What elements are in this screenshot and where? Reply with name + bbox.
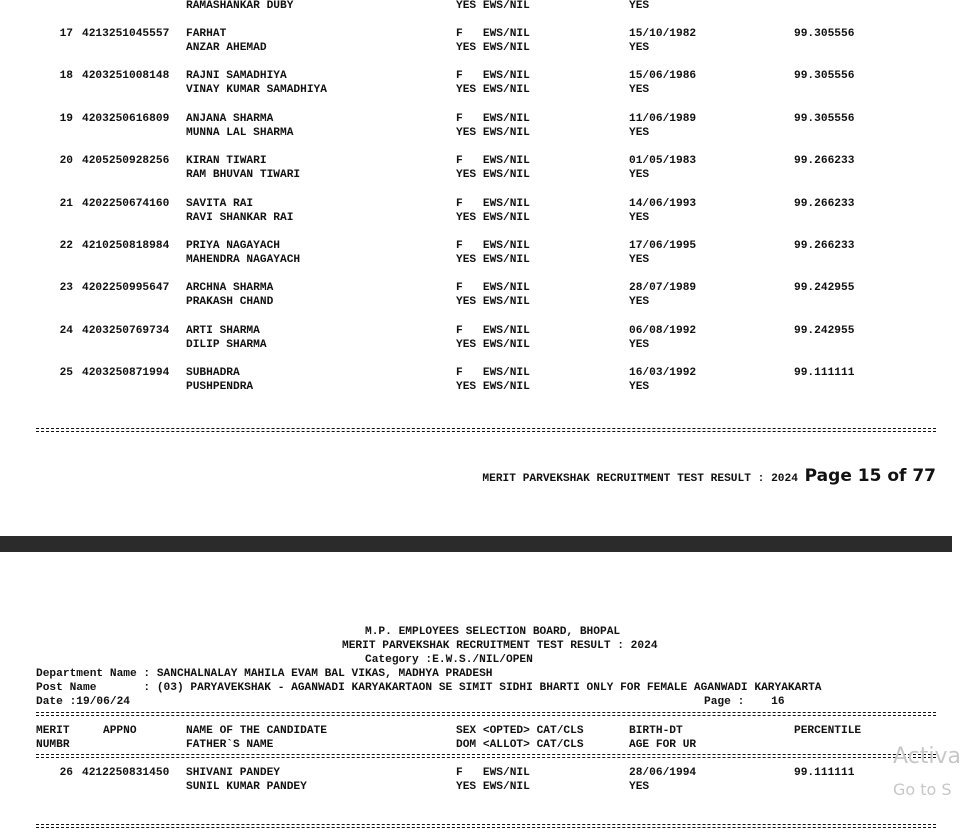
cell-dob: 01/05/1983 [629,155,697,168]
board-title: M.P. EMPLOYEES SELECTION BOARD, BHOPAL [365,626,621,638]
cell-dob: 17/06/1995 [629,240,697,252]
partial-dom: YES EWS/NIL [456,0,530,12]
cell-sex-cat: F EWS/NIL [456,112,530,125]
page-16 [0,552,952,837]
cell-name: FARHAT [186,28,227,40]
col-percentile: PERCENTILE [794,725,862,737]
cell-percentile: 99.266233 [794,197,855,210]
cell-age: YES [629,211,650,224]
cell-father: ANZAR AHEMAD [186,42,267,54]
cell-sex-cat: F EWS/NIL [456,367,530,380]
cell-age: YES [629,381,650,394]
cell-father: RAVI SHANKAR RAI [186,211,294,224]
cell-dob: 28/07/1989 [629,282,697,295]
cell-appno: 4202250674160 [82,197,170,210]
cell-father: PRAKASH CHAND [186,296,274,309]
cell-sex-cat: F EWS/NIL [456,197,530,210]
col-dom: DOM <ALLOT> CAT/CLS [456,739,584,751]
footer-title: MERIT PARVEKSHAK RECRUITMENT TEST RESULT : 2024 [482,473,805,485]
cell-dom-allot: YES EWS/NIL [456,381,530,394]
cell-merit: 24 [59,324,73,337]
col-father: FATHER`S NAME [186,739,274,751]
cell-sex-cat: F EWS/NIL [456,240,530,252]
cell-name: SAVITA RAI [186,197,254,210]
cell-name: KIRAN TIWARI [186,155,267,168]
cell-father: VINAY KUMAR SAMADHIYA [186,84,327,97]
cell-sex-cat: F EWS/NIL [456,324,530,337]
partial-father-name: RAMASHANKAR DUBY [186,0,294,12]
cell-dob: 28/06/1994 [629,767,697,779]
cell-age: YES [629,781,650,793]
col-sex: SEX <OPTED> CAT/CLS [456,725,584,737]
cell-percentile: 99.305556 [794,70,855,83]
cell-appno: 4203250871994 [82,367,170,380]
cell-merit: 26 [59,767,73,779]
cell-age: YES [629,84,650,97]
cell-merit: 25 [59,367,73,380]
page-divider [0,536,952,552]
cell-appno: 4213251045557 [82,28,170,40]
cell-dob: 15/06/1986 [629,70,697,83]
col-appno: APPNO [103,725,137,737]
date-line: Date :19/06/24 [36,696,130,708]
cell-merit: 23 [59,282,73,295]
cell-father: PUSHPENDRA [186,381,254,394]
post-line: Post Name : (03) PARYAVEKSHAK - AGANWADI KARYAKARTAON SE SIMIT SIDHI BHARTI ONLY FOR FEMALE AGANWADI KARYAKARTA [36,682,822,694]
header-rule-top [36,712,936,716]
category-line: Category :E.W.S./NIL/OPEN [365,654,533,666]
page-number: Page 15 of 77 [804,466,936,486]
cell-dom-allot: YES EWS/NIL [456,42,530,54]
cell-percentile: 99.305556 [794,112,855,125]
cell-father: SUNIL KUMAR PANDEY [186,781,307,793]
cell-father: RAM BHUVAN TIWARI [186,169,301,182]
cell-percentile: 99.242955 [794,282,855,295]
cell-merit: 17 [59,28,73,40]
cell-dob: 15/10/1982 [629,28,697,40]
test-title: MERIT PARVEKSHAK RECRUITMENT TEST RESULT : 2024 [342,640,658,652]
cell-dob: 16/03/1992 [629,367,697,380]
cell-sex-cat: F EWS/NIL [456,767,530,779]
cell-age: YES [629,338,650,351]
cell-name: ARTI SHARMA [186,324,260,337]
cell-dom-allot: YES EWS/NIL [456,338,530,351]
cell-percentile: 99.111111 [794,367,855,380]
cell-age: YES [629,296,650,309]
cell-dom-allot: YES EWS/NIL [456,211,530,224]
cell-name: ARCHNA SHARMA [186,282,274,295]
cell-dob: 14/06/1993 [629,197,697,210]
cell-age: YES [629,42,650,54]
cell-dom-allot: YES EWS/NIL [456,296,530,309]
cell-sex-cat: F EWS/NIL [456,70,530,83]
watermark-goto: Go to S [893,780,952,799]
cell-name: PRIYA NAGAYACH [186,240,280,252]
cell-appno: 4203251008148 [82,70,170,83]
cell-appno: 4203250769734 [82,324,170,337]
cell-name: SHIVANI PANDEY [186,767,280,779]
cell-percentile: 99.111111 [794,767,855,779]
page-line: Page : 16 [704,696,785,708]
department-line: Department Name : SANCHALNALAY MAHILA EVAM BAL VIKAS, MADHYA PRADESH [36,668,493,680]
cell-appno: 4212250831450 [82,767,170,779]
cell-dom-allot: YES EWS/NIL [456,126,530,139]
col-name: NAME OF THE CANDIDATE [186,725,327,737]
cell-merit: 22 [59,240,73,252]
cell-dom-allot: YES EWS/NIL [456,169,530,182]
cell-sex-cat: F EWS/NIL [456,155,530,168]
cell-dom-allot: YES EWS/NIL [456,84,530,97]
col-age: AGE FOR UR [629,739,697,751]
cell-merit: 18 [59,70,73,83]
cell-name: SUBHADRA [186,367,240,380]
cell-merit: 20 [59,155,73,168]
separator-rule [36,428,936,432]
watermark-activate: Activa [893,744,961,769]
cell-dob: 06/08/1992 [629,324,697,337]
separator-rule-2 [36,824,936,828]
cell-name: RAJNI SAMADHIYA [186,70,287,83]
cell-percentile: 99.305556 [794,28,855,40]
cell-name: ANJANA SHARMA [186,112,274,125]
cell-age: YES [629,169,650,182]
cell-appno: 4210250818984 [82,240,170,252]
cell-father: DILIP SHARMA [186,338,267,351]
cell-merit: 21 [59,197,73,210]
cell-father: MAHENDRA NAGAYACH [186,254,301,266]
col-birth: BIRTH-DT [629,725,683,737]
cell-appno: 4205250928256 [82,155,170,168]
cell-father: MUNNA LAL SHARMA [186,126,294,139]
cell-percentile: 99.242955 [794,324,855,337]
header-rule-bottom [36,754,936,758]
cell-age: YES [629,254,650,266]
cell-dob: 11/06/1989 [629,112,697,125]
col-merit: MERIT [36,725,70,737]
cell-appno: 4203250616809 [82,112,170,125]
col-numbr: NUMBR [36,739,70,751]
cell-dom-allot: YES EWS/NIL [456,781,530,793]
cell-percentile: 99.266233 [794,240,855,252]
cell-percentile: 99.266233 [794,155,855,168]
cell-sex-cat: F EWS/NIL [456,28,530,40]
page-footer [482,466,936,486]
cell-merit: 19 [59,112,73,125]
cell-dom-allot: YES EWS/NIL [456,254,530,266]
cell-sex-cat: F EWS/NIL [456,282,530,295]
partial-age: YES [629,0,650,12]
cell-appno: 4202250995647 [82,282,170,295]
cell-age: YES [629,126,650,139]
